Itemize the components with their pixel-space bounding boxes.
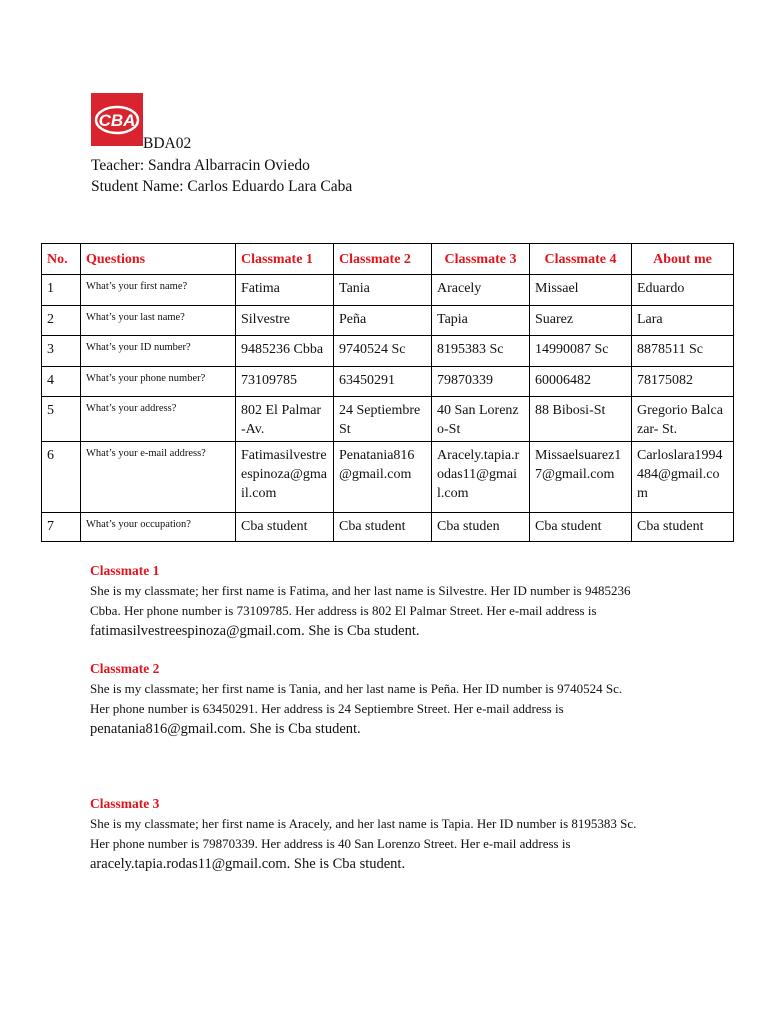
paragraph-line [90,719,690,739]
table-row [42,397,734,442]
row-number: 6 [42,442,81,513]
table-row [42,306,734,336]
row-question: What’s your occupation? [81,513,236,542]
header-questions: Questions [81,244,236,275]
cell-classmate-4: Missaelsuarez17@gmail.com [530,442,632,513]
paragraph-line: Her phone number is 79870339. Her address is 40 San Lorenzo Street. Her e-mail address is [90,836,571,851]
paragraph-line: She is my classmate; her first name is Tania, and her last name is Peña. Her ID number is 9740524 Sc. [90,681,623,696]
cell-classmate-1: Cba student [236,513,334,542]
cell-classmate-4: 88 Bibosi-St [530,397,632,442]
cell-about-me: 78175082 [632,367,734,397]
paragraph-title: Classmate 2 [90,661,160,676]
cell-classmate-2: 24 Septiembre St [334,397,432,442]
paragraph-title: Classmate 1 [90,563,160,578]
cell-classmate-3: 8195383 Sc [432,336,530,367]
email-address: aracely.tapia.rodas11@gmail.com [90,856,287,872]
table-header-row [42,244,734,275]
cell-classmate-4: Missael [530,275,632,306]
paragraph-line: Her phone number is 63450291. Her address is 24 Septiembre Street. Her e-mail address is [90,701,564,716]
row-question: What’s your first name? [81,275,236,306]
cell-about-me: 8878511 Sc [632,336,734,367]
table-row [42,442,734,513]
row-question: What’s your last name? [81,306,236,336]
header-classmate-1: Classmate 1 [236,244,334,275]
cell-classmate-3: Tapia [432,306,530,336]
header-classmate-2: Classmate 2 [334,244,432,275]
cell-about-me: Gregorio Balcazar- St. [632,397,734,442]
paragraph-title: Classmate 3 [90,796,160,811]
row-number: 1 [42,275,81,306]
cell-about-me: Carloslara1994484@gmail.com [632,442,734,513]
cell-classmate-3: Cba studen [432,513,530,542]
header-no: No. [42,244,81,275]
paragraph-line: Cbba. Her phone number is 73109785. Her address is 802 El Palmar Street. Her e-mail address is [90,603,597,618]
cell-classmate-1: Silvestre [236,306,334,336]
survey-table [41,243,734,542]
cell-classmate-4: 60006482 [530,367,632,397]
row-question: What’s your address? [81,397,236,442]
classmate-2-paragraph [90,659,690,739]
cell-classmate-4: Cba student [530,513,632,542]
cell-classmate-3: Aracely [432,275,530,306]
cell-about-me: Lara [632,306,734,336]
cell-classmate-1: 802 El Palmar -Av. [236,397,334,442]
classmate-3-paragraph [90,794,690,874]
table-row [42,367,734,397]
row-number: 2 [42,306,81,336]
cell-about-me: Cba student [632,513,734,542]
cell-classmate-1: 73109785 [236,367,334,397]
cell-about-me: Eduardo [632,275,734,306]
student-line: Student Name: Carlos Eduardo Lara Caba [91,178,353,195]
paragraph-closing: . She is Cba student. [301,623,420,639]
cell-classmate-2: 9740524 Sc [334,336,432,367]
cell-classmate-2: 63450291 [334,367,432,397]
row-number: 3 [42,336,81,367]
row-question: What’s your e-mail address? [81,442,236,513]
table-row [42,336,734,367]
paragraph-closing: . She is Cba student. [242,721,361,737]
paragraph-line: She is my classmate; her first name is Fatima, and her last name is Silvestre. Her ID number is 9485236 [90,583,631,598]
cell-classmate-1: 9485236 Cbba [236,336,334,367]
row-number: 7 [42,513,81,542]
survey-table-wrapper [41,243,734,542]
classmate-1-paragraph [90,561,690,641]
header-classmate-3: Classmate 3 [432,244,530,275]
cell-classmate-1: Fatimasilvestreespinoza@gmail.com [236,442,334,513]
cell-classmate-4: 14990087 Sc [530,336,632,367]
row-number: 5 [42,397,81,442]
document-header [91,133,352,198]
cell-classmate-2: Peña [334,306,432,336]
document-code: BDA02 [143,135,192,152]
row-question: What’s your ID number? [81,336,236,367]
cell-classmate-2: Penatania816@gmail.com [334,442,432,513]
cell-classmate-4: Suarez [530,306,632,336]
paragraph-line [90,854,690,874]
header-about-me: About me [632,244,734,275]
table-row [42,275,734,306]
teacher-line: Teacher: Sandra Albarracin Oviedo [91,156,310,174]
cell-classmate-3: Aracely.tapia.rodas11@gmail.com [432,442,530,513]
cell-classmate-3: 40 San Lorenzo-St [432,397,530,442]
row-number: 4 [42,367,81,397]
paragraph-line: She is my classmate; her first name is Aracely, and her last name is Tapia. Her ID number is 8195383 Sc. [90,816,637,831]
cell-classmate-3: 79870339 [432,367,530,397]
cell-classmate-2: Cba student [334,513,432,542]
cell-classmate-2: Tania [334,275,432,306]
row-question: What’s your phone number? [81,367,236,397]
cell-classmate-1: Fatima [236,275,334,306]
logo-text: CBA [98,111,136,130]
header-classmate-4: Classmate 4 [530,244,632,275]
table-row [42,513,734,542]
email-address: fatimasilvestreespinoza@gmail.com [90,623,302,639]
paragraph-closing: . She is Cba student. [286,856,406,872]
paragraph-line [90,621,690,641]
email-address: penatania816@gmail.com [90,721,243,737]
